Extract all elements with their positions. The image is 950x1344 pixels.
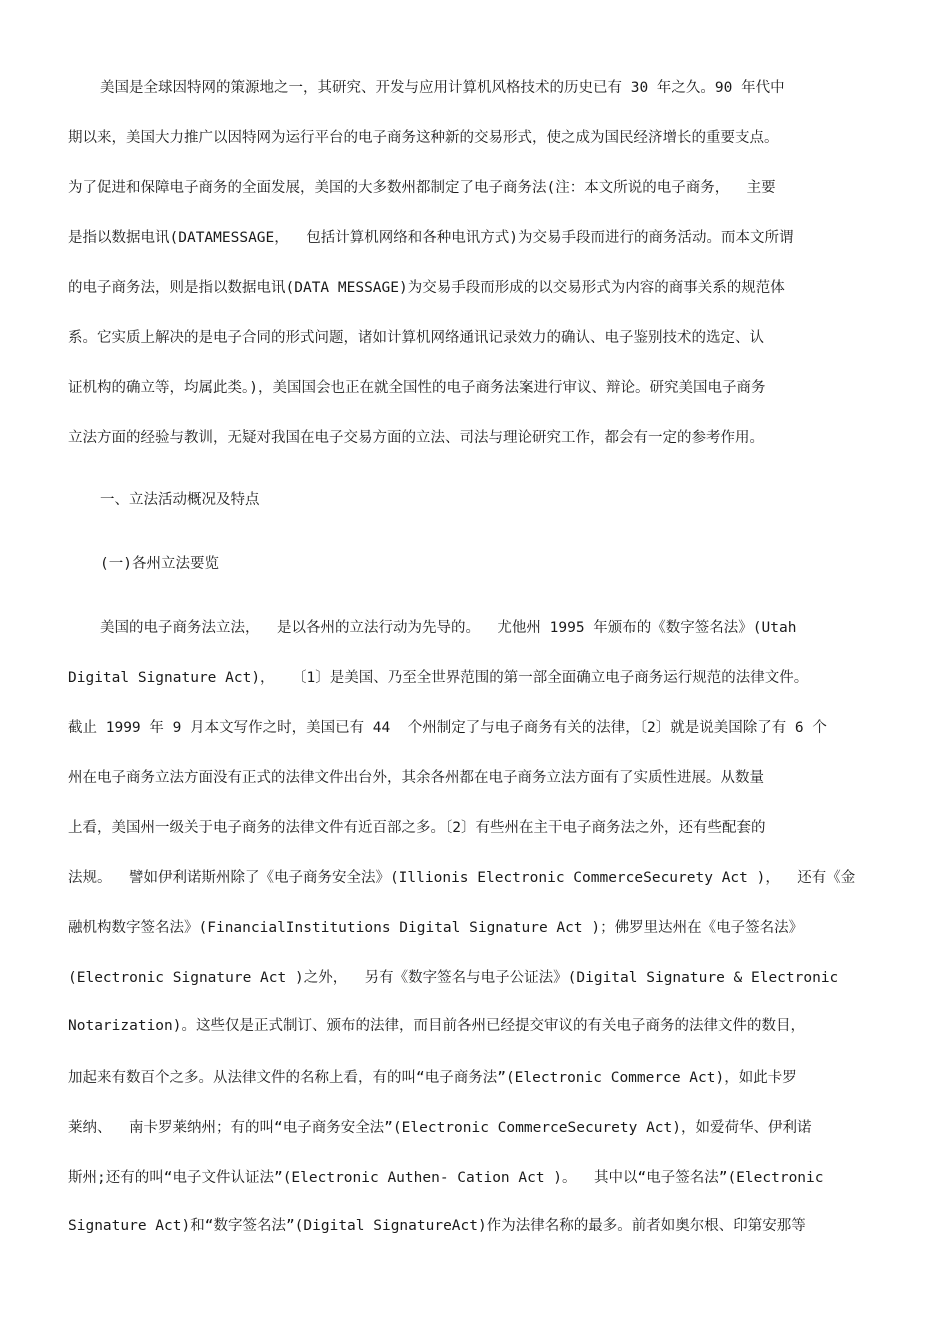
paragraph-2-line-5: 上看，美国州一级关于电子商务的法律文件有近百部之多。〔2〕有些州在主干电子商务法之外，还有些配套的 <box>68 820 766 836</box>
paragraph-2-line-8: (Electronic Signature Act )之外， 另有《数字签名与电子公证法》(Digital Signature & Electronic <box>68 970 839 986</box>
paragraph-2-line-7: 融机构数字签名法》(FinancialInstitutions Digital Signature Act )；佛罗里达州在《电子签名法》 <box>68 920 804 936</box>
paragraph-1-line-1: 美国是全球因特网的策源地之一，其研究、开发与应用计算机风格技术的历史已有 30 年之久。90 年代中 <box>100 80 785 96</box>
paragraph-2-line-13: Signature Act)和“数字签名法”(Digital SignatureAct)作为法律名称的最多。前者如奥尔根、印第安那等 <box>68 1218 806 1234</box>
subsection-heading: (一)各州立法要览 <box>100 556 219 572</box>
paragraph-2-line-4: 州在电子商务立法方面没有正式的法律文件出台外，其余各州都在电子商务立法方面有了实质性进展。从数量 <box>68 770 764 786</box>
paragraph-2-line-6: 法规。 譬如伊利诺斯州除了《电子商务安全法》(Illionis Electronic CommerceSecurety Act )， 还有《金 <box>68 870 856 886</box>
paragraph-2-line-9: Notarization)。这些仅是正式制订、颁布的法律，而目前各州已经提交审议的有关电子商务的法律文件的数目， <box>68 1018 805 1034</box>
paragraph-1-line-3: 为了促进和保障电子商务的全面发展，美国的大多数州都制定了电子商务法(注：本文所说的电子商务， 主要 <box>68 180 776 196</box>
paragraph-1-line-6: 系。它实质上解决的是电子合同的形式问题，诸如计算机网络通讯记录效力的确认、电子鉴别技术的选定、认 <box>68 330 764 346</box>
paragraph-2-line-12: 斯州;还有的叫“电子文件认证法”(Electronic Authen- Cation Act )。 其中以“电子签名法”(Electronic <box>68 1170 824 1186</box>
paragraph-1-line-2: 期以来，美国大力推广以因特网为运行平台的电子商务这种新的交易形式，使之成为国民经济增长的重要支点。 <box>68 130 779 146</box>
paragraph-2-line-3: 截止 1999 年 9 月本文写作之时，美国已有 44 个州制定了与电子商务有关的法律，〔2〕就是说美国除了有 6 个 <box>68 720 827 736</box>
paragraph-2-line-2: Digital Signature Act)， 〔1〕是美国、乃至全世界范围的第一部全面确立电子商务运行规范的法律文件。 <box>68 670 809 686</box>
paragraph-2-line-10: 加起来有数百个之多。从法律文件的名称上看，有的叫“电子商务法”(Electronic Commerce Act)，如此卡罗 <box>68 1070 797 1086</box>
paragraph-1-line-5: 的电子商务法，则是指以数据电讯(DATA MESSAGE)为交易手段而形成的以交易形式为内容的商事关系的规范体 <box>68 280 785 296</box>
paragraph-1-line-8: 立法方面的经验与教训，无疑对我国在电子交易方面的立法、司法与理论研究工作，都会有一定的参考作用。 <box>68 430 764 446</box>
paragraph-2-line-1: 美国的电子商务法立法， 是以各州的立法行动为先导的。 尤他州 1995 年颁布的《数字签名法》(Utah <box>100 620 797 636</box>
paragraph-1-line-7: 证机构的确立等，均属此类。)，美国国会也正在就全国性的电子商务法案进行审议、辩论。研究美国电子商务 <box>68 380 766 396</box>
paragraph-1-line-4: 是指以数据电讯(DATAMESSAGE， 包括计算机网络和各种电讯方式)为交易手段而进行的商务活动。而本文所谓 <box>68 230 794 246</box>
paragraph-2-line-11: 莱纳、 南卡罗莱纳州；有的叫“电子商务安全法”(Electronic CommerceSecurety Act)，如爱荷华、伊利诺 <box>68 1120 812 1136</box>
section-heading: 一、立法活动概况及特点 <box>100 492 260 508</box>
